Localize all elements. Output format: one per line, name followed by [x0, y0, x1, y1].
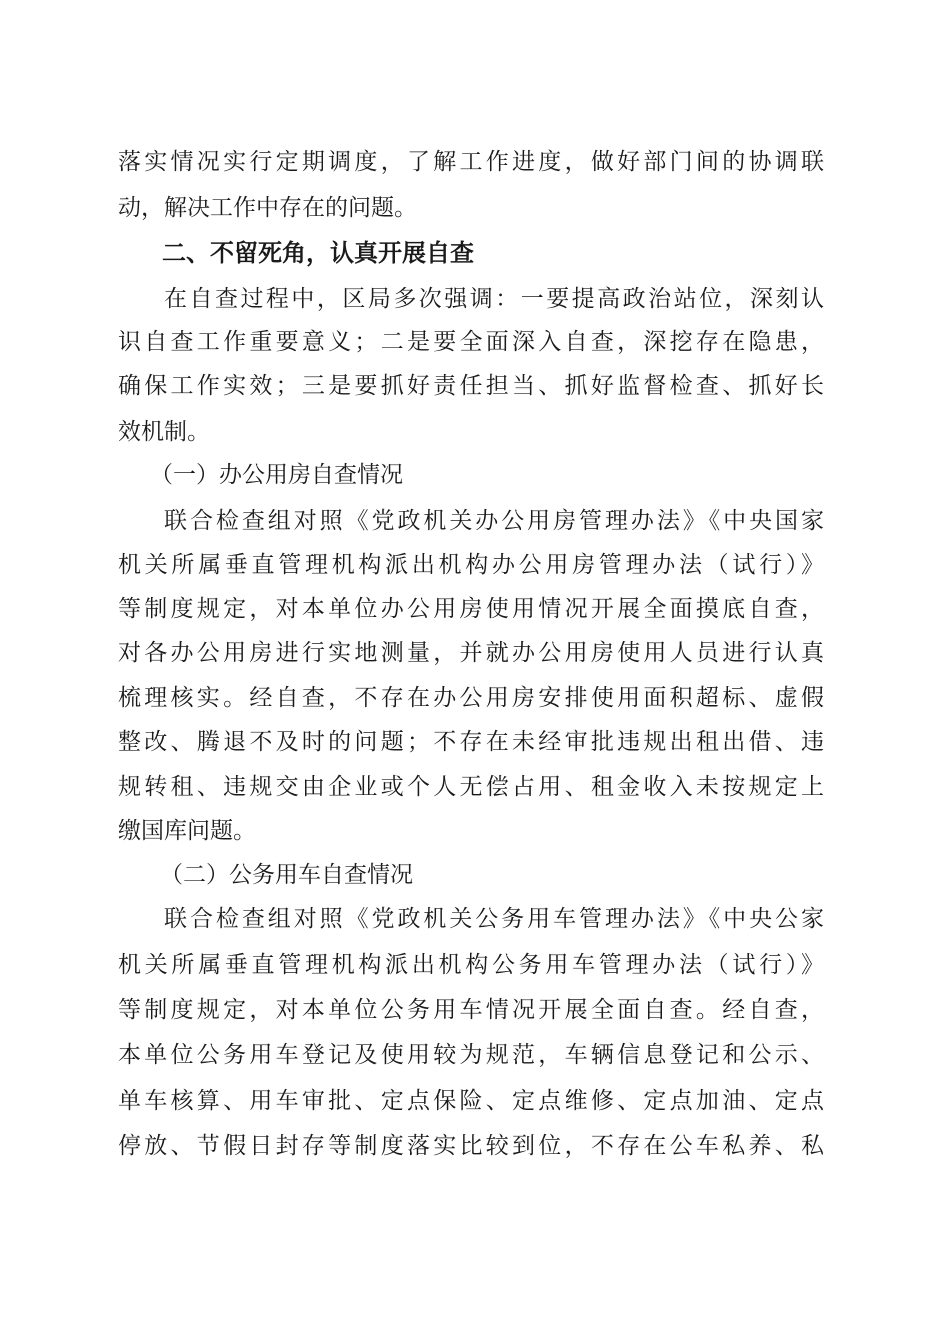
- paragraph-line: 整改、腾退不及时的问题；不存在未经审批违规出租出借、违: [118, 729, 824, 755]
- paragraph-line: 停放、节假日封存等制度落实比较到位，不存在公车私养、私: [118, 1133, 824, 1159]
- paragraph-line: 联合检查组对照《党政机关公务用车管理办法》《中央公家: [164, 906, 824, 932]
- paragraph-line: 效机制。: [118, 419, 210, 445]
- section-heading: 二、不留死角，认真开展自查: [162, 239, 474, 267]
- subsection-heading: （二）公务用车自查情况: [160, 862, 413, 888]
- paragraph-line: 识自查工作重要意义；二是要全面深入自查，深挖存在隐患，: [118, 329, 824, 355]
- paragraph-line: 动，解决工作中存在的问题。: [118, 195, 417, 221]
- paragraph-line: 等制度规定，对本单位办公用房使用情况开展全面摸底自查，: [118, 596, 824, 622]
- subsection-heading: （一）办公用房自查情况: [150, 462, 403, 488]
- paragraph-line: 联合检查组对照《党政机关办公用房管理办法》《中央国家: [164, 508, 824, 534]
- paragraph-line: 规转租、违规交由企业或个人无偿占用、租金收入未按规定上: [118, 774, 824, 800]
- paragraph-line: 单车核算、用车审批、定点保险、定点维修、定点加油、定点: [118, 1088, 824, 1114]
- paragraph-line: 机关所属垂直管理机构派出机构办公用房管理办法（试行）》: [118, 552, 824, 578]
- paragraph-line: 本单位公务用车登记及使用较为规范，车辆信息登记和公示、: [118, 1042, 824, 1068]
- paragraph-line: 等制度规定，对本单位公务用车情况开展全面自查。经自查，: [118, 997, 824, 1023]
- paragraph-line: 确保工作实效；三是要抓好责任担当、抓好监督检查、抓好长: [118, 373, 824, 399]
- paragraph-line: 对各办公用房进行实地测量，并就办公用房使用人员进行认真: [118, 640, 824, 666]
- paragraph-line: 机关所属垂直管理机构派出机构公务用车管理办法（试行）》: [118, 952, 824, 978]
- paragraph-line: 梳理核实。经自查，不存在办公用房安排使用面积超标、虚假: [118, 685, 824, 711]
- paragraph-line: 在自查过程中，区局多次强调：一要提高政治站位，深刻认: [164, 286, 824, 312]
- paragraph-line: 落实情况实行定期调度，了解工作进度，做好部门间的协调联: [118, 149, 824, 175]
- paragraph-line: 缴国库问题。: [118, 818, 256, 844]
